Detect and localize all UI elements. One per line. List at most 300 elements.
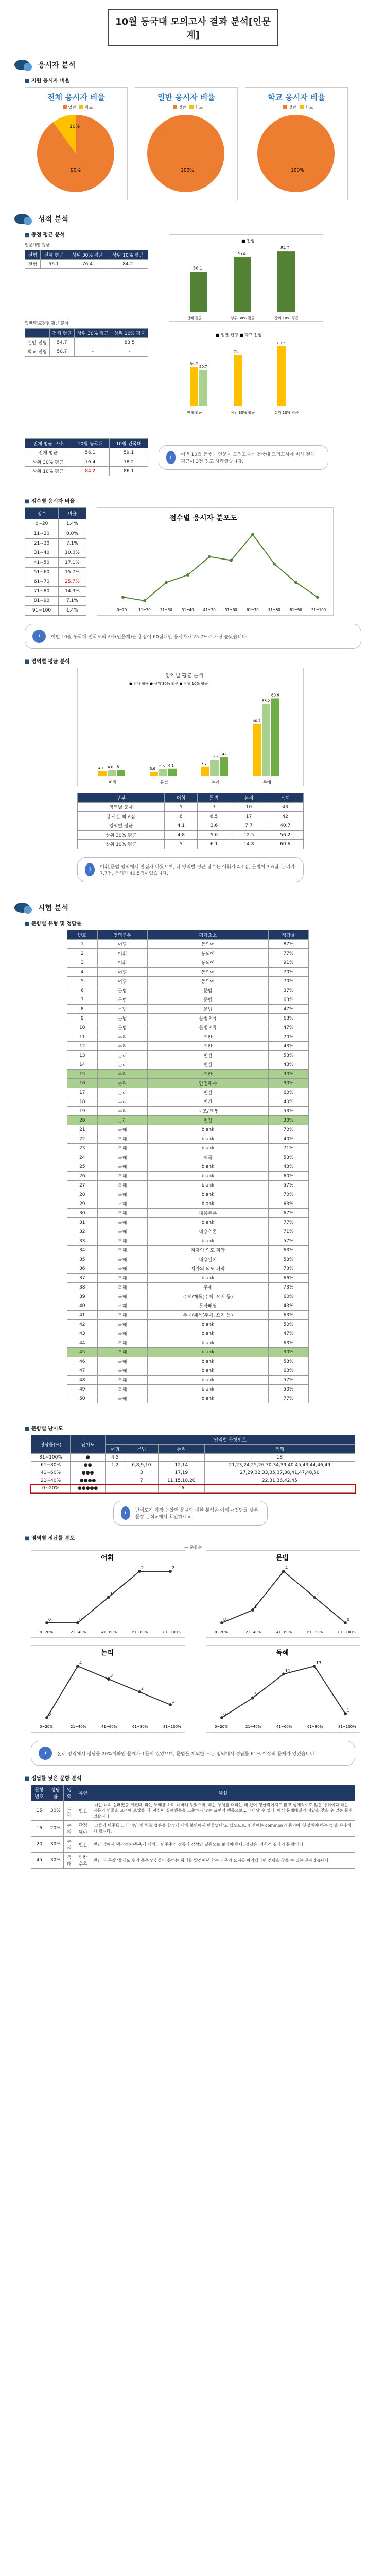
table-cell: 0~20% — [31, 1485, 71, 1493]
table-cell: ● — [71, 1454, 106, 1462]
table-cell: 57% — [269, 1376, 309, 1385]
table-row — [67, 995, 309, 1005]
table-row — [25, 538, 86, 548]
table-cell: 21~40% — [31, 1477, 71, 1485]
table-cell: 빈칸 — [147, 1097, 268, 1107]
table-cell: 대조/반박 — [147, 1107, 268, 1116]
table-cell: 56.1 — [71, 448, 110, 457]
bar — [199, 370, 207, 406]
table-row — [67, 1134, 309, 1144]
tick-label: 0~20% — [40, 1630, 53, 1634]
table-cell: 3 — [125, 1469, 158, 1477]
table-header-cell: 10월 동국대 — [71, 439, 110, 448]
bar-label: 5 — [117, 765, 119, 769]
table-cell: '나는 너의 실패였을 거였다' 라는 노래를 하며 내버려 두었으며, 하는 상처를 대하는 데 있어 생산적이지도 않고 생체적이도 않은 방식이다'라는 자문의 인물을 고려해 보았을 때 '자신이 실패했음을 노출하지 않는 표면적 행동으로... 나타날 수 있다' 에서 문제해결의 정답을 찾을 수 있는 문제였습니다. — [91, 1801, 355, 1821]
table-row — [31, 1462, 355, 1469]
table-header-cell: 점수 — [25, 508, 59, 519]
table-cell: 61~70 — [25, 577, 59, 587]
bar-label: 6.1 — [168, 763, 174, 768]
table-cell: 40% — [269, 1134, 309, 1144]
table-cell: 독해 — [97, 1255, 147, 1264]
table-cell: 91% — [269, 958, 309, 968]
table-cell: 30% — [269, 1116, 309, 1125]
table-cell: 45 — [31, 1853, 47, 1869]
tick-label: 21~30 — [160, 608, 172, 612]
chart-title: 문법 — [276, 1554, 289, 1562]
table-cell: 56.1 — [40, 260, 67, 269]
table-header-cell: 해설 — [91, 1785, 355, 1801]
table-cell: 67% — [269, 1209, 309, 1218]
table-row — [67, 1338, 309, 1348]
table-header-cell: 전체 평균 고사 — [25, 439, 71, 448]
bar — [159, 769, 167, 776]
bar — [108, 770, 116, 776]
data-label: 0 — [48, 1617, 51, 1622]
table-cell: 13 — [67, 1051, 98, 1060]
section-bubble-icon — [14, 214, 30, 224]
data-label: 2 — [316, 1591, 319, 1596]
table-cell: 7.7 — [231, 821, 267, 831]
table-cell: ●●●● — [71, 1477, 106, 1485]
table-cell: 5 — [165, 840, 198, 849]
table-row — [67, 1116, 309, 1125]
table-header-cell — [25, 329, 50, 338]
caption: 일반/학교전형 평균 분석 — [25, 321, 69, 326]
table-row — [25, 586, 86, 596]
table-row — [25, 606, 86, 616]
table-cell: 51~60 — [25, 567, 59, 577]
table-cell: 37 — [67, 1274, 98, 1283]
table-row — [31, 1477, 355, 1485]
table-cell: 77% — [269, 1394, 309, 1403]
data-label: 1 — [254, 1604, 257, 1609]
info-icon: i — [39, 1747, 52, 1760]
table-cell: 독해 — [97, 1301, 147, 1311]
table-cell: 48 — [67, 1376, 98, 1385]
table-cell: 53% — [269, 1051, 309, 1060]
table-row — [25, 558, 86, 568]
table-cell: 50 — [67, 1394, 98, 1403]
table-cell: 독해 — [97, 1376, 147, 1385]
table-cell: 53% — [269, 1153, 309, 1162]
table-cell: 논리 — [97, 1032, 147, 1042]
tick-label: 11~20 — [138, 608, 151, 612]
table-row — [25, 577, 86, 587]
table-cell: 독해 — [97, 1218, 147, 1227]
table-cell: 37% — [269, 986, 309, 995]
pie-slice — [257, 115, 335, 192]
table-header-cell: 문법 — [198, 793, 231, 803]
table-cell: 83.5 — [111, 338, 148, 347]
table-row — [25, 548, 86, 558]
table-cell: blank — [147, 1338, 268, 1348]
table-cell: 47% — [269, 1005, 309, 1014]
table-cell: 63% — [269, 995, 309, 1005]
table-row — [67, 1125, 309, 1134]
table-cell: blank — [147, 1125, 268, 1134]
info-icon: i — [121, 1506, 130, 1520]
bar-label: 4.1 — [98, 766, 104, 770]
table-cell: 10 — [231, 803, 267, 812]
table-cell: 독해 — [97, 1366, 147, 1376]
table-cell: 빈칸 — [147, 1051, 268, 1060]
data-label: 4 — [79, 1660, 82, 1665]
subheading: ■ 영역별 정답률 분포 — [25, 1534, 386, 1541]
table-cell: blank — [147, 1274, 268, 1283]
table-cell: 동의어 — [147, 977, 268, 986]
table-cell: 6.5 — [198, 812, 231, 821]
table-cell: 문법 — [147, 995, 268, 1005]
table-cell: 47 — [67, 1366, 98, 1376]
table-cell: 30% — [269, 1079, 309, 1088]
table-row — [67, 1274, 309, 1283]
table-cell: 43 — [67, 1329, 98, 1338]
table-cell: 내용일치 — [147, 1255, 268, 1264]
table-header-cell: 문항번호 — [31, 1785, 47, 1801]
table-cell: 0.0% — [58, 529, 86, 539]
table-cell: 7.1% — [58, 538, 86, 548]
tick-label: 0~20% — [40, 1725, 53, 1729]
table-row — [67, 1107, 309, 1116]
table-cell: 63% — [269, 1311, 309, 1320]
tick-label: 21~40% — [245, 1725, 261, 1729]
table-cell: 77% — [269, 949, 309, 958]
bar — [117, 770, 125, 777]
section-header-scores: 성적 분석 — [14, 214, 386, 224]
table-header-cell: 어휘 — [165, 793, 198, 803]
table-cell: 5 — [67, 977, 98, 986]
table-row — [25, 596, 86, 606]
table-cell: - — [74, 347, 111, 357]
table-cell: 14.8 — [231, 840, 267, 849]
data-point — [208, 555, 211, 558]
tick-label: 61~80% — [307, 1725, 323, 1729]
tick-label: 61~80% — [132, 1725, 148, 1729]
score-distribution-line-chart — [97, 507, 334, 616]
tick-label: 전체 평균 — [187, 411, 202, 415]
table-header-cell: 전형 — [25, 250, 41, 260]
table-cell: 주제/제목(주제, 요지 등) — [147, 1311, 268, 1320]
note-text: 난이도가 가장 높았던 문제와 대한 분석은 아래 <정답률 낮은 문항 분석>에서 확인하세요. — [135, 1508, 258, 1520]
data-label: 5 — [254, 1692, 257, 1697]
subheading: ■ 문항별 난이도 — [25, 1424, 386, 1432]
table-cell: 61~80% — [31, 1462, 71, 1469]
bar — [220, 757, 228, 776]
tick-label: 61~70 — [247, 608, 259, 612]
table-cell: 28 — [67, 1190, 98, 1199]
table-cell: 43% — [269, 1162, 309, 1172]
table-cell: ●●●●● — [71, 1485, 106, 1493]
table-cell — [106, 1477, 125, 1485]
table-cell: 78.2 — [110, 457, 148, 467]
table-cell: 독해 — [97, 1144, 147, 1153]
table-cell: 87% — [269, 940, 309, 949]
table-cell: 빈칸 — [75, 1837, 91, 1853]
table-row — [78, 812, 304, 821]
tick-label: 어휘 — [109, 780, 117, 785]
table-cell: 독해 — [97, 1311, 147, 1320]
table-cell: 11~20 — [25, 529, 59, 539]
table-cell: 빈칸 추론 — [75, 1853, 91, 1869]
table-cell: blank — [147, 1385, 268, 1394]
data-label: 0 — [223, 1712, 226, 1717]
data-label: 1 — [110, 1591, 113, 1596]
data-point — [316, 596, 319, 599]
table-cell: 57% — [269, 1236, 309, 1246]
table-cell: 내용추론 — [147, 1209, 268, 1218]
table-cell: 7 — [198, 803, 231, 812]
chart-title: 어휘 — [101, 1554, 114, 1562]
table-cell — [106, 1485, 125, 1493]
table-header-cell: 정답률(%) — [31, 1435, 71, 1454]
bar — [150, 772, 158, 776]
table-cell: 20% — [47, 1821, 64, 1837]
table-header-cell: 상위 10% 평균 — [111, 329, 148, 338]
table-cell: 독해 — [97, 1227, 147, 1236]
table-cell: 7.1% — [58, 596, 86, 606]
bar-label: 50.7 — [199, 365, 207, 369]
table-cell: 6 — [165, 812, 198, 821]
tick-label: 81~100% — [163, 1630, 181, 1634]
table-cell: 49 — [67, 1385, 98, 1394]
table-header-cell: 10월 건국대 — [110, 439, 148, 448]
tick-label: 41~60% — [101, 1725, 117, 1729]
bar-label: 56.2 — [262, 699, 270, 703]
table-row — [67, 949, 309, 958]
pie-label: 100% — [291, 168, 304, 173]
tick-label: 문법 — [160, 780, 168, 785]
table-cell: 빈칸 — [147, 1032, 268, 1042]
table-row — [67, 1172, 309, 1181]
table-cell: 어휘 — [97, 968, 147, 977]
table-cell: 12.5 — [231, 831, 267, 840]
area-average-bar-chart — [77, 668, 304, 786]
subheading: ■ 총점 평균 분석 — [25, 230, 148, 238]
table-row — [67, 977, 309, 986]
table-cell: 어휘 — [97, 958, 147, 968]
table-cell: 42 — [67, 1320, 98, 1329]
table-cell: 17,19 — [159, 1469, 205, 1477]
table-cell: 논리 — [97, 1042, 147, 1051]
table-cell: 22,31,36,42,45 — [204, 1477, 355, 1485]
table-cell: 63% — [269, 1366, 309, 1376]
table-header-cell: 논리 — [231, 793, 267, 803]
table-header-cell: 전체 평균 — [49, 329, 74, 338]
bar-label: 12.5 — [210, 755, 219, 759]
table-row — [25, 260, 148, 269]
table-row — [67, 958, 309, 968]
table-cell: 전체 평균 — [25, 448, 71, 457]
table-cell: 73% — [269, 1264, 309, 1274]
table-cell: 8 — [67, 1005, 98, 1014]
table-cell: 독해 — [97, 1274, 147, 1283]
table-cell: 영역별 출제 — [78, 803, 165, 812]
table-cell: 어휘 — [97, 949, 147, 958]
table-cell: 4,5 — [106, 1454, 125, 1462]
table-cell: 상위 10% 평균 — [78, 840, 165, 849]
table-cell: 66% — [269, 1274, 309, 1283]
table-cell: 47% — [269, 1023, 309, 1032]
tick-label: 0~20% — [215, 1630, 228, 1634]
table-cell: 상위 10% 평균 — [25, 467, 71, 476]
table-header-cell: 독해 — [267, 793, 304, 803]
table-cell: blank — [147, 1218, 268, 1227]
score-distribution-table — [25, 507, 86, 616]
note-text: 논리 영역에서 정답률 20%이하인 문제가 1문제 있었으며, 문법을 제외한 모든 영역에서 정답률 61% 이상의 문제가 있었습니다. — [57, 1751, 316, 1757]
table-row — [67, 1079, 309, 1088]
table-cell: 36 — [67, 1264, 98, 1274]
table-row — [67, 1209, 309, 1218]
data-label: 4 — [285, 1566, 288, 1570]
table-cell: 논리 — [97, 1060, 147, 1070]
table-cell: 문법 — [97, 1023, 147, 1032]
table-cell: blank — [147, 1144, 268, 1153]
pie-chart — [29, 112, 122, 195]
table-cell: 독해 — [64, 1853, 75, 1869]
table-cell: blank — [147, 1190, 268, 1199]
table-header-cell: 정답률 — [47, 1785, 64, 1801]
table-row — [67, 1385, 309, 1394]
table-cell: '그들과 마주를 그가 미안 및 빛을 했음을 할것에 대해 불안해서 만들었다'고 했으므로, 빈칸에는 common의 동의어 '부정해야 하는 것'을 유추해야 합니다. — [91, 1821, 355, 1837]
chart-legend: — 문항수 — [184, 1545, 202, 1550]
bar — [277, 346, 286, 406]
table-cell: 25 — [67, 1162, 98, 1172]
table-row — [78, 821, 304, 831]
table-row — [25, 519, 86, 529]
table-cell: 73% — [269, 1283, 309, 1292]
table-cell: 단정해야 — [147, 1079, 268, 1088]
table-cell: 24 — [67, 1153, 98, 1162]
subheading: ■ 정답률 낮은 문항 분석 — [25, 1774, 386, 1782]
table-row — [67, 1153, 309, 1162]
bar — [253, 724, 261, 776]
table-cell: 81~90 — [25, 596, 59, 606]
table-row — [67, 968, 309, 977]
table-cell: 독해 — [97, 1348, 147, 1357]
table-cell: 동의어 — [147, 940, 268, 949]
table-cell: 독해 — [97, 1190, 147, 1199]
table-cell: 논리 — [64, 1801, 75, 1821]
table-cell: 76.4 — [67, 260, 108, 269]
table-cell: 16 — [67, 1079, 98, 1088]
table-cell: 45 — [67, 1348, 98, 1357]
table-row — [78, 803, 304, 812]
table-row — [31, 1469, 355, 1477]
table-row — [31, 1485, 355, 1493]
bar — [234, 355, 242, 406]
table-cell: 독해 — [97, 1264, 147, 1274]
data-label: 1 — [172, 1699, 175, 1704]
table-cell: 4.1 — [165, 821, 198, 831]
table-cell: 문법 — [97, 1014, 147, 1023]
bar — [271, 699, 279, 777]
table-cell: 15 — [67, 1070, 98, 1079]
pie-chart — [139, 112, 232, 195]
table-cell: 저자의 의도 파악 — [147, 1264, 268, 1274]
table-header-cell: 논리 — [159, 1445, 205, 1454]
table-cell: 43% — [269, 1060, 309, 1070]
table-cell: 42 — [267, 812, 304, 821]
bar-label: 7.7 — [201, 761, 207, 766]
section-header-applicants: 응시자 분석 — [14, 60, 386, 70]
tick-label: 81~90 — [290, 608, 302, 612]
table-cell: 31~40 — [25, 548, 59, 558]
table-cell: 독해 — [97, 1320, 147, 1329]
table-row — [67, 1366, 309, 1376]
table-row — [78, 840, 304, 849]
table-row — [67, 1320, 309, 1329]
note-text: 이번 10월 동국대 인문계 모의고사는 건국대 모의고사에 비해 전체 평균이 3점 정도 하락했습니다. — [181, 452, 315, 464]
table-cell: 빈칸 — [147, 1116, 268, 1125]
table-cell: 77% — [269, 1218, 309, 1227]
tick-label: 41~60% — [276, 1630, 292, 1634]
table-cell: blank — [147, 1236, 268, 1246]
table-cell: 빈칸 — [75, 1801, 91, 1821]
table-cell: 1 — [67, 940, 98, 949]
table-row — [67, 1005, 309, 1014]
table-header-cell: 영역별 문항번호 — [106, 1435, 355, 1445]
table-cell: 문법오류 — [147, 1023, 268, 1032]
table-cell: 12,14 — [159, 1462, 205, 1469]
table-cell: 16 — [31, 1821, 47, 1837]
bar-label: 54.7 — [190, 362, 198, 366]
tick-label: 91~100 — [311, 608, 326, 612]
pie-chart — [250, 112, 342, 195]
table-cell: blank — [147, 1320, 268, 1329]
caption: 인문계열 평균 — [25, 243, 50, 247]
table-cell: ●● — [71, 1462, 106, 1469]
table-row — [67, 1144, 309, 1153]
table-cell: 독해 — [97, 1153, 147, 1162]
bar-label: 4.8 — [108, 765, 114, 769]
distribution-line-chart — [206, 1645, 360, 1733]
table-cell: 39 — [67, 1292, 98, 1301]
table-header-cell: 유형 — [75, 1785, 91, 1801]
table-cell: 53% — [269, 1255, 309, 1264]
table-cell: 독해 — [97, 1292, 147, 1301]
table-cell: 16 — [159, 1485, 205, 1493]
table-cell: 56.2 — [267, 831, 304, 840]
tick-label: 0~20 — [117, 608, 127, 612]
bar — [98, 771, 107, 776]
pie-title: 일반 응시자 비율 — [157, 93, 215, 102]
table-cell: 독해 — [97, 1209, 147, 1218]
table-cell: 63% — [269, 1246, 309, 1255]
table-header-cell: 영역구분 — [97, 930, 147, 940]
table-row — [25, 457, 148, 467]
table-cell: 41~50 — [25, 558, 59, 568]
tick-label: 41~60% — [101, 1630, 117, 1634]
chart-title: 논리 — [101, 1649, 114, 1657]
table-header-cell: 어휘 — [106, 1445, 125, 1454]
table-cell: blank — [147, 1394, 268, 1403]
table-cell — [125, 1454, 158, 1462]
table-row — [67, 1181, 309, 1190]
table-row — [67, 1051, 309, 1060]
bar-label: 83.5 — [277, 341, 286, 346]
table-cell: 26 — [67, 1172, 98, 1181]
table-cell: 54.7 — [49, 338, 74, 347]
table-cell: 14.3% — [58, 586, 86, 596]
bar — [168, 769, 177, 776]
table-cell: 44 — [67, 1338, 98, 1348]
table-row — [25, 467, 148, 476]
distribution-line-chart — [31, 1645, 185, 1733]
table-row — [67, 1283, 309, 1292]
table-cell: 70% — [269, 1125, 309, 1134]
bar — [234, 257, 251, 312]
table-cell: 1.4% — [58, 606, 86, 616]
